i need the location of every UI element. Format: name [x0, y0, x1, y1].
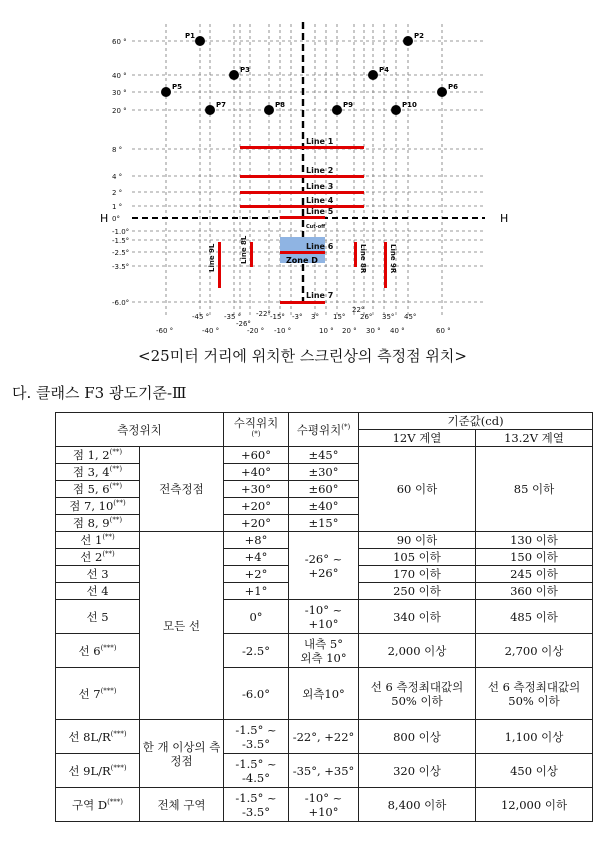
- h-tick-label: 60 °: [436, 327, 451, 335]
- point-p4-label: P4: [379, 66, 390, 74]
- row-12v: 340 이하: [359, 600, 476, 634]
- point-p4: [368, 70, 378, 80]
- v-tick-label: 4 °: [112, 173, 123, 181]
- line-5-label: Line 5: [306, 207, 334, 216]
- h-tick-label: -15°: [270, 313, 285, 321]
- line-9l-mark: [218, 242, 221, 288]
- v-tick-label: -1.5°: [112, 237, 130, 245]
- row-horizontal: ±30°: [289, 464, 359, 481]
- row-12v: 800 이상: [359, 720, 476, 754]
- row-name: 선 7(***): [56, 668, 140, 720]
- row-vertical: -6.0°: [224, 668, 289, 720]
- line-9r-mark: [384, 242, 387, 288]
- point-p3-label: P3: [240, 66, 251, 74]
- line-7-mark: [280, 301, 325, 304]
- h-tick-label: -3°: [292, 313, 303, 321]
- h-axis-left-label: H: [100, 212, 109, 225]
- row-12v: 105 이하: [359, 549, 476, 566]
- row-name: 선 2(**): [56, 549, 140, 566]
- row-132v: 485 이하: [476, 600, 593, 634]
- line-8r-label: Line 8R: [359, 244, 367, 274]
- section-title: 다. 클래스 F3 광도기준-Ⅲ: [12, 384, 187, 402]
- row-vertical: +1°: [224, 583, 289, 600]
- point-p6-label: P6: [448, 83, 459, 91]
- row-horizontal: -35°, +35°: [289, 754, 359, 788]
- row-name: 선 3: [56, 566, 140, 583]
- line-4-label: Line 4: [306, 196, 334, 205]
- row-name: 선 4: [56, 583, 140, 600]
- row-vertical: -1.5° ~ -3.5°: [224, 788, 289, 822]
- point-p9: [332, 105, 342, 115]
- row-name: 선 9L/R(***): [56, 754, 140, 788]
- row-vertical: -1.5° ~ -4.5°: [224, 754, 289, 788]
- line-2-label: Line 2: [306, 166, 334, 175]
- point-p9-label: P9: [343, 101, 354, 109]
- point-p5-label: P5: [172, 83, 183, 91]
- row-name: 선 5: [56, 600, 140, 634]
- header-12v: 12V 계열: [359, 430, 476, 447]
- row-vertical: +20°: [224, 515, 289, 532]
- v-tick-label: 30 °: [112, 89, 127, 97]
- row-vertical: -1.5° ~ -3.5°: [224, 720, 289, 754]
- group-zone: 전체 구역: [140, 788, 224, 822]
- v-tick-label: -2.5°: [112, 249, 130, 257]
- screen-measurement-diagram: [0, 0, 605, 340]
- line-8l-mark: [250, 242, 253, 267]
- row-vertical: +8°: [224, 532, 289, 549]
- h-tick-label: 40 °: [390, 327, 405, 335]
- row-horizontal: ±45°: [289, 447, 359, 464]
- row-12v: 320 이상: [359, 754, 476, 788]
- row-horizontal: ±60°: [289, 481, 359, 498]
- row-vertical: -2.5°: [224, 634, 289, 668]
- v-tick-label: 1 °: [112, 203, 123, 211]
- row-12v: 170 이하: [359, 566, 476, 583]
- row-12v: 8,400 이하: [359, 788, 476, 822]
- row-vertical: +40°: [224, 464, 289, 481]
- group-single-point: 한 개 이상의 측정점: [140, 720, 224, 788]
- row-name: 점 7, 10(**): [56, 498, 140, 515]
- v-tick-label: 60 °: [112, 38, 127, 46]
- row-name: 점 1, 2(**): [56, 447, 140, 464]
- row-horizontal: -22°, +22°: [289, 720, 359, 754]
- header-position: 측정위치: [56, 413, 224, 447]
- point-p8-label: P8: [275, 101, 286, 109]
- row-vertical: +60°: [224, 447, 289, 464]
- h-tick-label: 45°: [404, 313, 417, 321]
- cutoff-label: Cut-off: [306, 224, 326, 230]
- group-points: 전측정점: [140, 447, 224, 532]
- row-vertical: +2°: [224, 566, 289, 583]
- points-12v-value: 60 이하: [359, 447, 476, 532]
- row-132v: 450 이상: [476, 754, 593, 788]
- points-132v-value: 85 이하: [476, 447, 593, 532]
- h-tick-label: -10 °: [274, 327, 292, 335]
- row-name: 구역 D(***): [56, 788, 140, 822]
- row-132v: 선 6 측정최대값의 50% 이하: [476, 668, 593, 720]
- row-name: 선 1(**): [56, 532, 140, 549]
- line-6-mark: [280, 251, 325, 254]
- row-132v: 2,700 이상: [476, 634, 593, 668]
- point-p8: [264, 105, 274, 115]
- line-9l-label: Line 9L: [208, 243, 216, 272]
- line-8l-label: Line 8L: [240, 235, 248, 264]
- row-vertical: +20°: [224, 498, 289, 515]
- header-132v: 13.2V 계열: [476, 430, 593, 447]
- line-3-mark: [240, 191, 364, 194]
- line-1-mark: [240, 146, 364, 149]
- row-horizontal: 내측 5° 외측 10°: [289, 634, 359, 668]
- point-p1: [195, 36, 205, 46]
- row-vertical: +4°: [224, 549, 289, 566]
- zone-d-label: Zone D: [286, 256, 318, 265]
- line-1-label: Line 1: [306, 137, 334, 146]
- figure-caption: <25미터 거리에 위치한 스크린상의 측정점 위치>: [138, 347, 467, 365]
- line-2-mark: [240, 175, 364, 178]
- point-p2-label: P2: [414, 32, 425, 40]
- point-p7: [205, 105, 215, 115]
- h-tick-label: -45 °: [192, 313, 210, 321]
- row-horizontal: 외측10°: [289, 668, 359, 720]
- row-horizontal: -10° ~ +10°: [289, 788, 359, 822]
- line-9r-label: Line 9R: [389, 244, 397, 274]
- row-12v: 250 이하: [359, 583, 476, 600]
- line-4-mark: [240, 205, 364, 208]
- row-horizontal: -10° ~ +10°: [289, 600, 359, 634]
- row-132v: 245 이하: [476, 566, 593, 583]
- h-tick-label: -22°: [256, 310, 271, 318]
- row-12v: 2,000 이상: [359, 634, 476, 668]
- row-132v: 360 이하: [476, 583, 593, 600]
- h-tick-label: 30 °: [366, 327, 381, 335]
- h-tick-label: 10 °: [319, 327, 334, 335]
- row-horizontal: ±15°: [289, 515, 359, 532]
- line-7-label: Line 7: [306, 291, 334, 300]
- header-standard: 기준값(cd): [359, 413, 593, 430]
- h-tick-label: 15°: [333, 313, 346, 321]
- group-lines: 모든 선: [140, 532, 224, 720]
- v-tick-label: -3.5°: [112, 263, 130, 271]
- h-tick-label: -20 °: [247, 327, 265, 335]
- line-5-mark: [280, 216, 325, 219]
- v-tick-label: 20 °: [112, 107, 127, 115]
- point-p6: [437, 87, 447, 97]
- row-12v: 선 6 측정최대값의 50% 이하: [359, 668, 476, 720]
- h-tick-label: 20 °: [342, 327, 357, 335]
- header-horizontal: 수평위치(*): [289, 413, 359, 447]
- row-name: 점 3, 4(**): [56, 464, 140, 481]
- v-tick-label: -1.0°: [112, 228, 130, 236]
- row-name: 선 6(***): [56, 634, 140, 668]
- row-12v: 90 이하: [359, 532, 476, 549]
- line-3-label: Line 3: [306, 182, 334, 191]
- row-132v: 150 이하: [476, 549, 593, 566]
- row-name: 점 8, 9(**): [56, 515, 140, 532]
- row-name: 선 8L/R(***): [56, 720, 140, 754]
- point-p5: [161, 87, 171, 97]
- photometric-standard-table: [55, 412, 593, 822]
- lines-horizontal-range: -26° ~ +26°: [289, 532, 359, 600]
- h-tick-label: 26°: [360, 313, 373, 321]
- line-8r-mark: [354, 242, 357, 267]
- h-tick-label: 35°: [382, 313, 395, 321]
- v-tick-label: 8 °: [112, 146, 123, 154]
- v-tick-label: 2 °: [112, 189, 123, 197]
- row-132v: 12,000 이하: [476, 788, 593, 822]
- row-132v: 1,100 이상: [476, 720, 593, 754]
- header-vertical: 수직위치 (*): [224, 413, 289, 447]
- line-6-label: Line 6: [306, 242, 334, 251]
- v-tick-label: -6.0°: [112, 299, 130, 307]
- row-horizontal: ±40°: [289, 498, 359, 515]
- row-vertical: 0°: [224, 600, 289, 634]
- h-tick-label: -40 °: [202, 327, 220, 335]
- point-p3: [229, 70, 239, 80]
- point-p2: [403, 36, 413, 46]
- h-tick-label: -35 °: [224, 313, 242, 321]
- h-tick-label: -26°: [236, 320, 251, 328]
- h-tick-label: -60 °: [156, 327, 174, 335]
- h-tick-label: 3°: [311, 313, 319, 321]
- h-axis-right-label: H: [500, 212, 509, 225]
- v-tick-label: 40 °: [112, 72, 127, 80]
- row-132v: 130 이하: [476, 532, 593, 549]
- row-name: 점 5, 6(**): [56, 481, 140, 498]
- row-vertical: +30°: [224, 481, 289, 498]
- v-tick-label: 0°: [112, 215, 120, 223]
- point-p10: [391, 105, 401, 115]
- h-tick-label: 22°: [352, 306, 365, 314]
- point-p7-label: P7: [216, 101, 227, 109]
- point-p1-label: P1: [185, 32, 196, 40]
- point-p10-label: P10: [402, 101, 417, 109]
